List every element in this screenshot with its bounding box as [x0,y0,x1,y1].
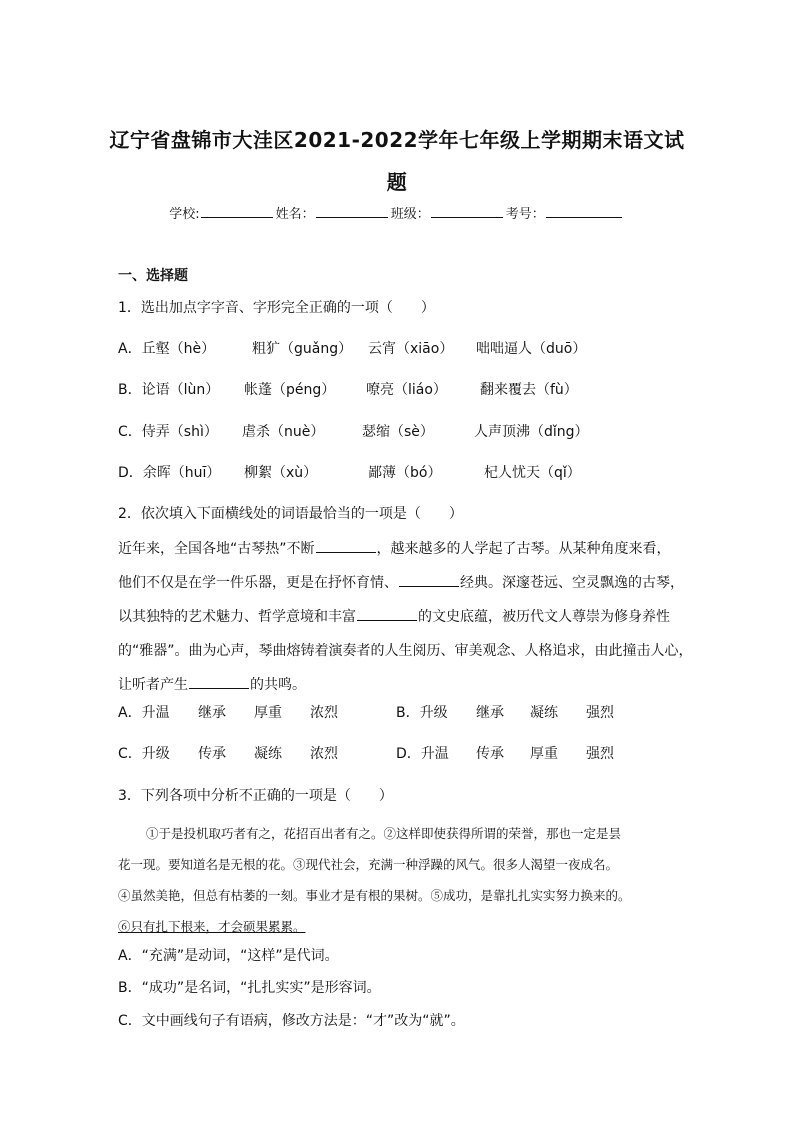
q1-option-a-item: 云宵（xiāo） [368,341,454,357]
q3-option-b: B．“成功”是名词，“扎扎实实”是形容词。 [118,980,381,996]
q1-option-d: D．余晖（huī） [118,465,221,481]
q1-option-a-item: 咄咄逼人（duō） [476,341,587,357]
q2-stem: 2．依次填入下面横线处的词语最恰当的一项是（ ） [118,506,463,522]
fill-blank[interactable] [316,540,376,553]
q2-option-d-word: 传承 [476,746,504,762]
exam-title-continued: 题 [386,170,408,194]
q1-option-d-item: 杞人忧天（qǐ） [484,465,581,481]
q1-option-d-item: 鄙薄（bó） [368,465,442,481]
q1-option-b: B．论语（lùn） [118,382,220,398]
q2-option-c: C．升级 [118,746,170,762]
fill-blank[interactable] [399,574,459,587]
q1-option-d-item: 柳絮（xù） [244,465,318,481]
q2-text: ，越来越多的人学起了古琴。从某种角度来看， [376,541,671,557]
q3-passage [118,818,678,942]
q1-option-a: A．丘壑（hè） [118,341,216,357]
q2-option-c-word: 凝练 [254,746,282,762]
q2-text: 的“雅器”。曲为心声，琴曲熔铸着演奏者的人生阅历、审美观念、人格追求，由此撞击人心， [118,643,693,659]
q3-stem: 3．下列各项中分析不正确的一项是（ ） [118,788,393,804]
q1-option-c-item: 瑟缩（sè） [362,424,434,440]
q3-passage-line: ①于是投机取巧者有之，花招百出者有之。②这样即使获得所谓的荣誉，那也一定是昙 [146,826,622,841]
q2-option-d: D．升温 [396,746,449,762]
q3-underlined-sentence: ⑥只有扎下根来，才会硕果累累。 [118,919,306,934]
q3-passage-line: ④虽然美艳，但总有枯萎的一刻。事业才是有根的果树。⑤成功，是靠扎扎实实努力换来的。 [118,888,631,903]
class-label: 班级： [390,207,430,222]
fill-blank[interactable] [189,676,249,689]
q1-option-b-item: 嘹亮（liáo） [366,382,447,398]
school-blank[interactable] [201,206,273,218]
q2-text: 的共鸣。 [250,677,306,693]
q2-text: 以其独特的艺术魅力、哲学意境和丰富 [118,609,356,625]
q2-option-d-word: 厚重 [530,746,558,762]
q2-option-b: B．升级 [396,705,448,721]
name-label: 姓名： [275,207,315,222]
name-blank[interactable] [316,206,388,218]
q1-option-c: C．侍弄（shì） [118,424,218,440]
q2-text: 让听者产生 [118,677,188,693]
q2-text: 他们不仅是在学一件乐器，更是在抒怀育情、 [118,575,398,591]
q2-passage [118,532,693,702]
q1-option-b-item: 帐蓬（péng） [244,382,336,398]
section-heading: 一、选择题 [118,268,188,284]
exam-number-blank[interactable] [546,206,622,218]
q3-option-a: A．“充满”是动词，“这样”是代词。 [118,948,339,964]
fill-blank[interactable] [357,608,417,621]
q2-option-d-word: 强烈 [586,746,614,762]
q2-option-b-word: 继承 [476,705,504,721]
q2-text: 近年来，全国各地“古琴热”不断 [118,541,315,557]
q2-option-a-word: 浓烈 [310,705,338,721]
q2-option-a-word: 厚重 [254,705,282,721]
q2-option-a: A．升温 [118,705,170,721]
q1-option-c-item: 人声顶沸（dǐng） [474,424,589,440]
q2-option-c-word: 浓烈 [310,746,338,762]
class-blank[interactable] [431,206,503,218]
q2-option-b-word: 凝练 [530,705,558,721]
exam-number-label: 考号： [505,207,545,222]
q2-option-c-word: 传承 [198,746,226,762]
q2-option-b-word: 强烈 [586,705,614,721]
q1-option-a-item: 粗犷（guǎng） [252,341,353,357]
q1-option-c-item: 虐杀（nuè） [242,424,325,440]
school-label: 学校: [169,207,200,222]
q2-option-a-word: 继承 [198,705,226,721]
q1-stem: 1．选出加点字字音、字形完全正确的一项（ ） [118,300,435,316]
q3-option-c: C．文中画线句子有语病，修改方法是：“才”改为“就”。 [118,1013,465,1029]
student-info-line [0,203,794,222]
q3-passage-line: 花一现。要知道名是无根的花。③现代社会，充满一种浮躁的风气。很多人渴望一夜成名。 [118,857,619,872]
q2-text: 的文史底蕴，被历代文人尊崇为修身养性 [418,609,670,625]
q2-text: 经典。深邃苍远、空灵飘逸的古琴， [460,575,684,591]
exam-title: 辽宁省盘锦市大洼区2021-2022学年七年级上学期期末语文试 [109,128,685,152]
q1-option-b-item: 翻来覆去（fù） [480,382,578,398]
